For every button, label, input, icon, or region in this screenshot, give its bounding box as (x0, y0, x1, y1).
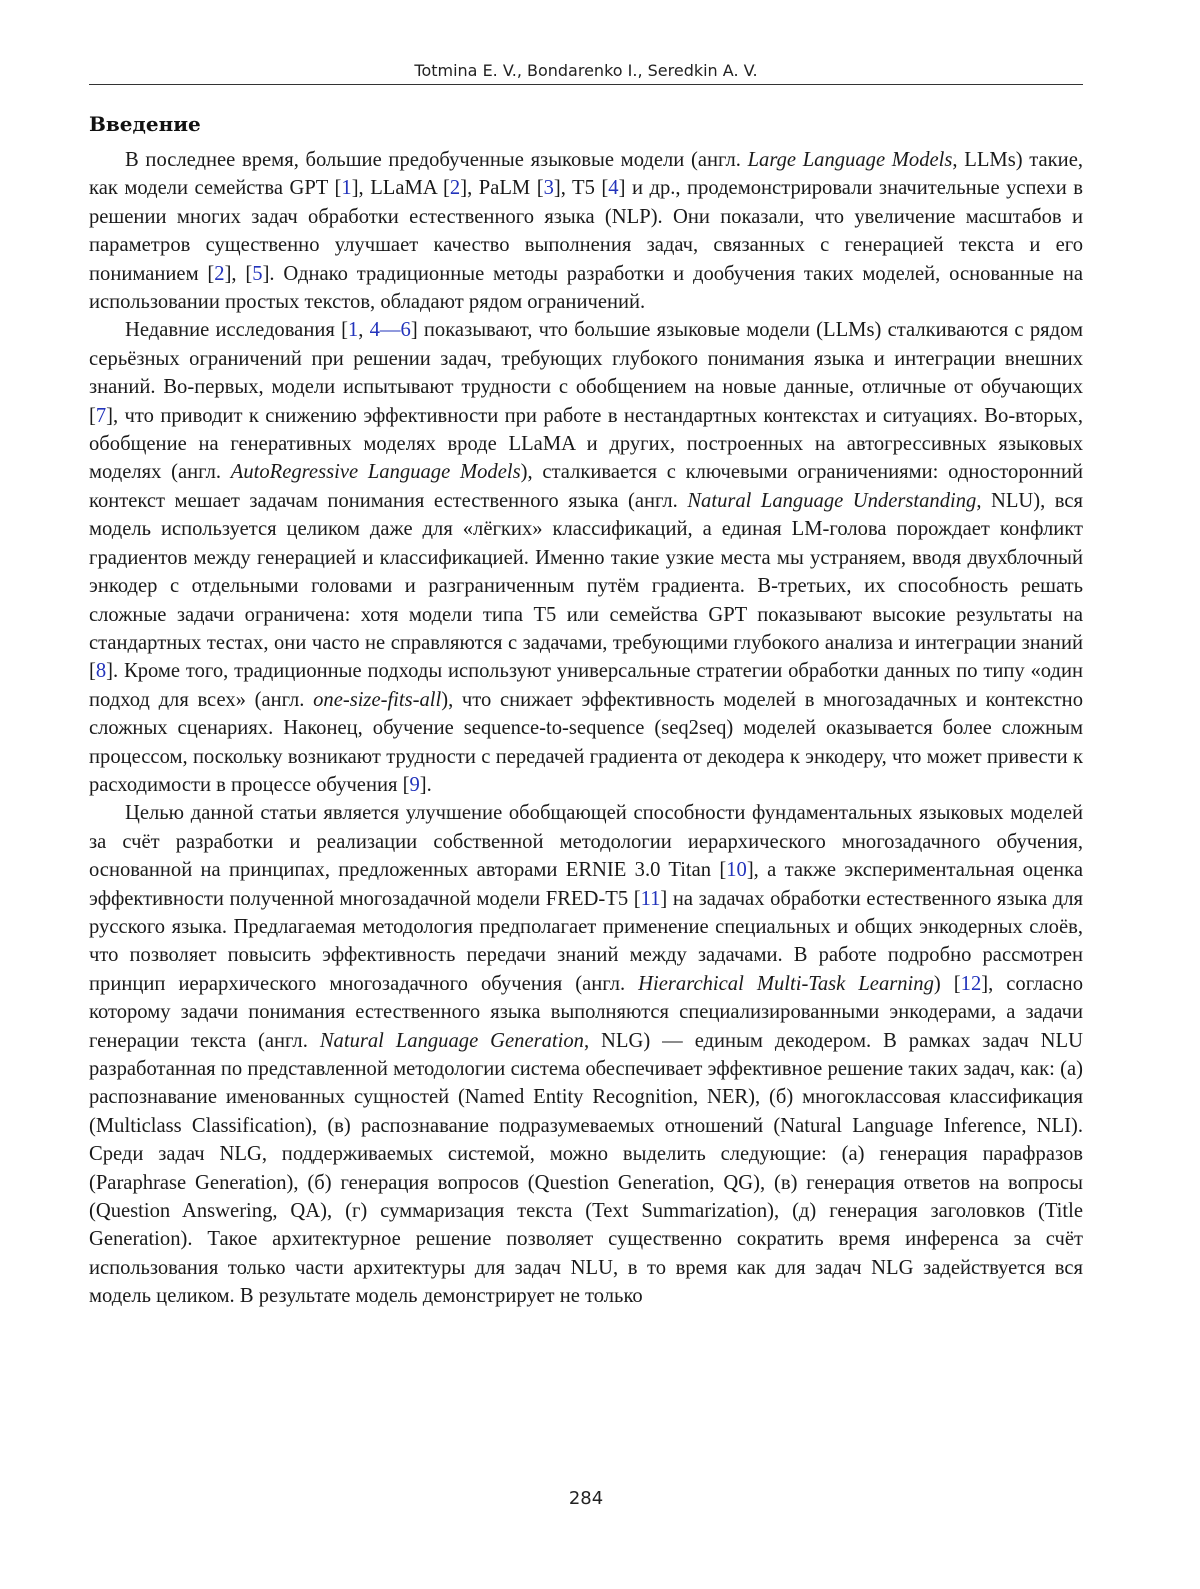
header-rule (89, 84, 1083, 85)
page-number: 284 (568, 1488, 604, 1509)
text-run: ], [ (224, 262, 253, 285)
text-run: ], а также экспериментальная оценка эффективности полученной многозадачной модели FRED-T5 [ (89, 859, 1083, 910)
text-run: ], T5 [ (553, 177, 609, 200)
citation-link[interactable]: 7 (95, 404, 107, 427)
italic-term: Hierarchical Multi-Task Learning (638, 972, 934, 995)
citation-link[interactable]: 4—6 (369, 319, 411, 342)
text-run: ] показывают, что большие языковые модели (LLMs) сталкиваются с рядом серьёзных ограничений при решении задач, требующих глубокого понимания языка и интеграции внешних знаний. Во-первых, модели испытывают трудности с обобщением на новые данные, отличные от обучающих [ (89, 319, 1084, 427)
citation-link[interactable]: 12 (960, 972, 982, 995)
italic-term: one-size-fits-all (313, 688, 442, 711)
citation-link[interactable]: 8 (95, 660, 107, 683)
text-run: , NLU), вся модель используется целиком даже для «лёгких» классификаций, а единая LM-голова порождает конфликт градиентов между генерацией и классификацией. Именно такие узкие места мы устраняем, вводя двухблочный энкодер с отдельными головами и разграниченным путём градиента. В-третьих, их способность решать сложные задачи ограничена: хотя модели типа T5 или семейства GPT показывают высокие результаты на стандартных тестах, они часто не справляются с задачами, требующими глубокого анализа и интеграции знаний [ (89, 489, 1084, 683)
text-run: ] на задачах обработки естественного языка для русского языка. Предлагаемая методология предполагает применение специальных и общих энкодерных слоёв, что позволяет повысить эффективность передачи знаний между задачами. В работе подробно рассмотрен принцип иерархического многозадачного обучения (англ. (89, 887, 1084, 995)
citation-link[interactable]: 11 (640, 887, 661, 910)
text-run: , LLMs) такие, как модели семейства GPT [ (89, 149, 1083, 200)
citation-link[interactable]: 3 (543, 177, 554, 200)
paragraph-3 (89, 799, 1083, 1310)
text-run: ), что снижает эффективность моделей в многозадачных и контекстно сложных сценариях. Наконец, обучение sequence-to-sequence (seq2seq) моделей оказывается более сложным процессом, поскольку возникают трудности с передачей градиента от декодера к энкодеру, что может привести к расходимости в процессе обучения [ (89, 688, 1083, 796)
text-run: В последнее время, большие предобученные языковые модели (англ. (125, 149, 748, 171)
italic-term: Natural Language Generation (319, 1029, 584, 1052)
text-run: ]. (419, 773, 432, 796)
text-run: , (358, 319, 370, 342)
italic-term: AutoRegressive Language Models (230, 461, 521, 484)
text-run: ]. Однако традиционные методы разработки и дообучения таких моделей, основанные на использовании простых текстов, обладают рядом ограничений. (89, 262, 1083, 314)
running-header: Totmina E. V., Bondarenko I., Seredkin A. V. (414, 61, 758, 80)
citation-link[interactable]: 2 (449, 177, 461, 200)
text-run: , NLG) — единым декодером. В рамках задач NLU разработанная по представленной методологии система обеспечивает эффективное решение таких задач, как: (а) распознавание именованных сущностей (Named Entity Recognition, NER), (б) многоклассовая классификация (Multiclass Classification), (в) распознавание подразумеваемых отношений (Natural Language Inference, NLI). Среди задач NLG, поддерживаемых системой, можно выделить следующие: (а) генерация парафразов (Paraphrase Generation), (б) генерация вопросов (Question Generation, QG), (в) генерация ответов на вопросы (Question Answering, QA), (г) суммаризация текста (Text Summarization), (д) генерация заголовков (Title Generation). Такое архитектурное решение позволяет существенно сократить время инференса за счёт использования только части архитектуры для задач NLU, в то время как для задач NLG задействуется вся модель целиком. В результате модель демонстрирует не только (89, 1029, 1083, 1308)
paragraph-2 (89, 316, 1083, 799)
section-title: Введение (89, 112, 201, 136)
text-run: ] и др., продемонстрировали значительные успехи в решении многих задач обработки естественного языка (NLP). Они показали, что увеличение масштабов и параметров существенно улучшает качество выполнения задач, связанных с генерацией текста и его пониманием [ (89, 177, 1083, 285)
citation-link[interactable]: 4 (608, 177, 619, 200)
citation-link[interactable]: 1 (341, 177, 352, 200)
text-run: Недавние исследования [ (125, 319, 348, 342)
italic-term: Natural Language Understanding (687, 489, 977, 512)
paragraph-1 (89, 146, 1083, 316)
text-run: ), сталкивается с ключевыми ограничениями: односторонний контекст мешает задачам понимания естественного языка (англ. (89, 461, 1083, 512)
citation-link[interactable]: 1 (347, 319, 359, 342)
citation-link[interactable]: 2 (214, 262, 225, 285)
italic-term: Large Language Models (747, 149, 953, 171)
citation-link[interactable]: 5 (252, 262, 263, 285)
text-run: Целью данной статьи является улучшение обобщающей способности фундаментальных языковых моделей за счёт разработки и реализации собственной методологии иерархического многозадачного обучения, основанной на принципах, предложенных авторами ERNIE 3.0 Titan [ (89, 802, 1083, 882)
text-run: ], LLaMA [ (351, 177, 450, 200)
text-run: ], согласно которому задачи понимания естественного языка выполняются специализированными энкодерами, а задачи генерации текста (англ. (89, 972, 1083, 1052)
text-run: ]. Кроме того, традиционные подходы используют универсальные стратегии обработки данных по типу «один подход для всех» (англ. (89, 660, 1083, 711)
citation-link[interactable]: 9 (409, 773, 420, 796)
text-run: ], PaLM [ (460, 177, 544, 200)
citation-link[interactable]: 10 (726, 859, 747, 882)
body-text (89, 146, 1083, 1311)
text-run: ) [ (933, 972, 961, 995)
text-run: ], что приводит к снижению эффективности при работе в нестандартных контекстах и ситуациях. Во-вторых, обобщение на генеративных моделях вроде LLaMA и других, построенных на автогрессивных языковых моделях (англ. (89, 404, 1083, 484)
